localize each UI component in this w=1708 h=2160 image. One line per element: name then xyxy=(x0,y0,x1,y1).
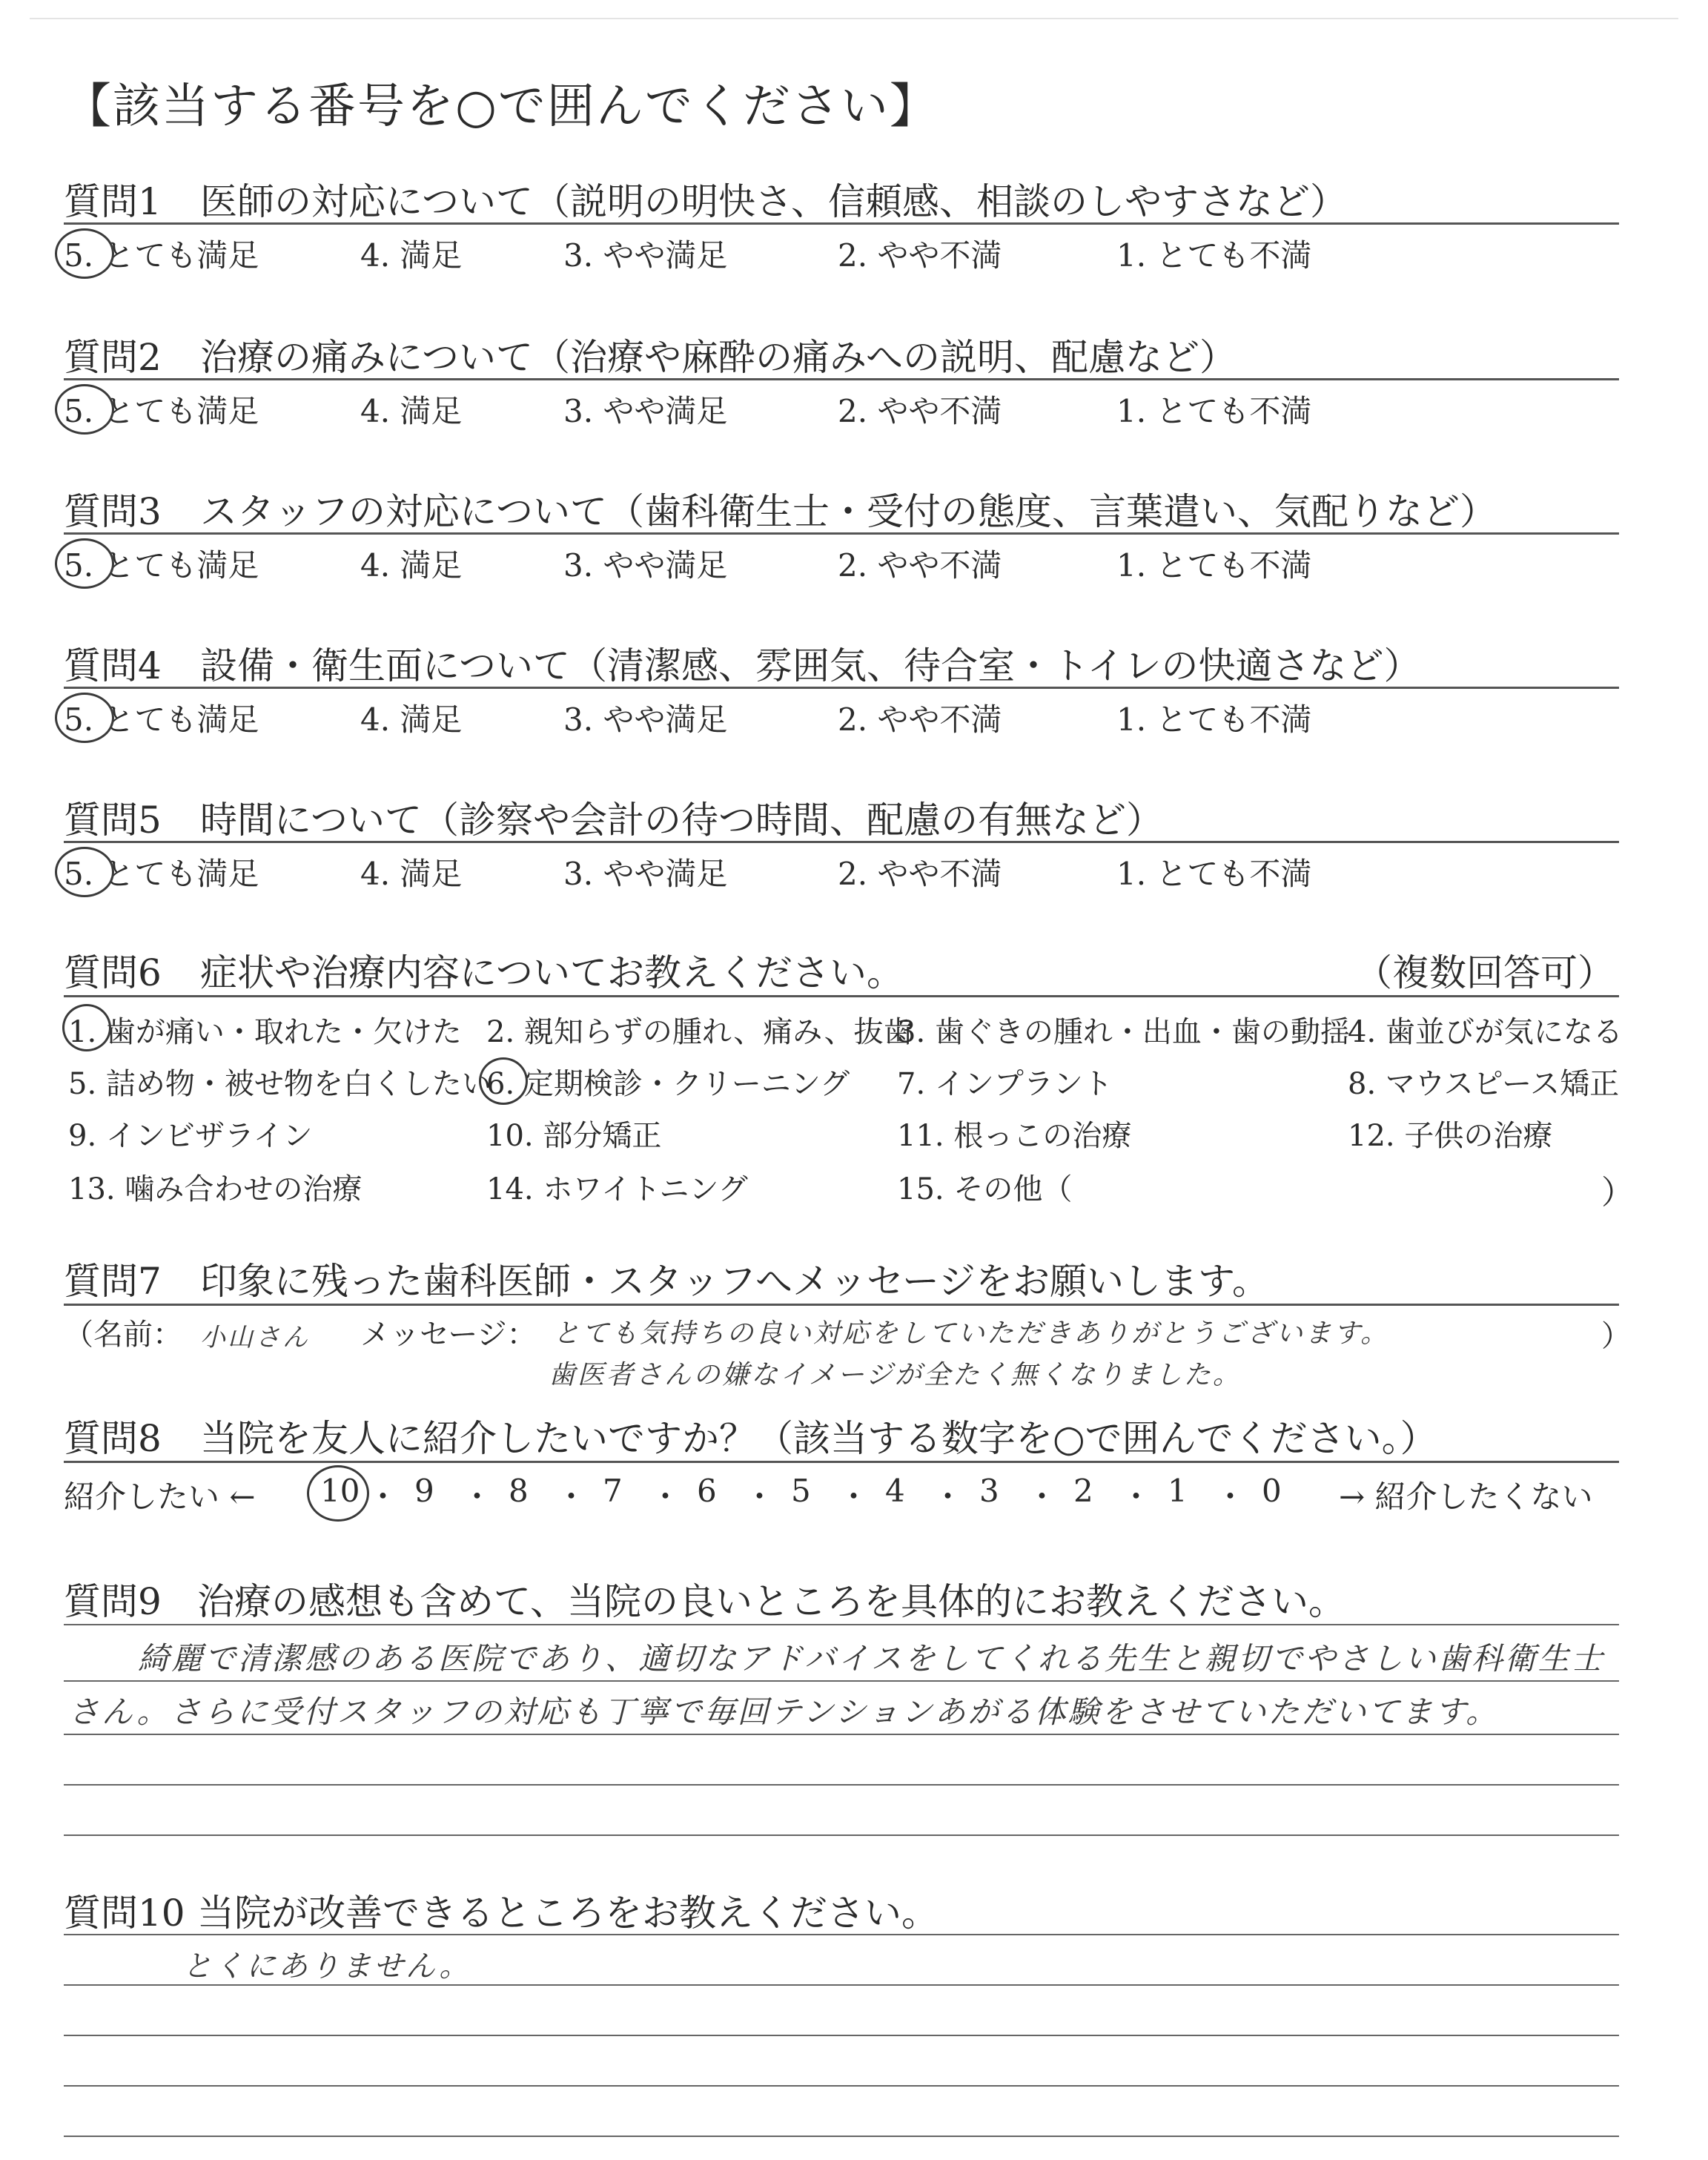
q4-option-3[interactable]: 3. やや満足 xyxy=(563,701,728,738)
q8-scale-dot: ・ xyxy=(932,1479,964,1515)
q6-option-15[interactable]: 15. その他（ xyxy=(897,1172,1073,1206)
q6-option-9[interactable]: 9. インビザライン xyxy=(68,1119,313,1153)
q8-scale-dot: ・ xyxy=(1120,1479,1152,1515)
q6-option-7[interactable]: 7. インプラント xyxy=(897,1067,1113,1101)
q3-selected-circle xyxy=(55,538,114,589)
q7-label: 質問7 xyxy=(64,1260,162,1303)
q9-line-2 xyxy=(64,1680,1619,1682)
q6-option-13[interactable]: 13. 噛み合わせの治療 xyxy=(68,1172,363,1206)
q8-scale-7[interactable]: 7 xyxy=(603,1473,623,1509)
q6-option-6[interactable]: 6. 定期検診・クリーニング xyxy=(486,1067,850,1101)
q1-label: 質問1 xyxy=(64,180,162,223)
q2-label: 質問2 xyxy=(64,336,162,379)
q8-scale-dot: ・ xyxy=(744,1479,775,1515)
q1-option-4[interactable]: 4. 満足 xyxy=(360,237,463,274)
q10-line-1 xyxy=(64,1934,1619,1935)
q2-option-4[interactable]: 4. 満足 xyxy=(360,393,463,429)
q3-option-2[interactable]: 2. やや不満 xyxy=(838,547,1002,584)
q10-answer[interactable]: とくにありません。 xyxy=(182,1949,471,1984)
q8-scale-6[interactable]: 6 xyxy=(697,1473,717,1509)
q7-message-line1[interactable]: とても気持ちの良い対応をしていただきありがとうございます。 xyxy=(553,1318,1390,1349)
q1-text: 医師の対応について（説明の明快さ、信頼感、相談のしやすさなど） xyxy=(200,180,1347,223)
q8-scale-8[interactable]: 8 xyxy=(509,1473,529,1509)
q6-option-3[interactable]: 3. 歯ぐきの腫れ・出血・歯の動揺 xyxy=(897,1015,1350,1049)
q5-label: 質問5 xyxy=(64,799,162,842)
q2-option-3[interactable]: 3. やや満足 xyxy=(563,393,728,429)
q9-answer-line1[interactable]: 綺麗で清潔感のある医院であり、適切なアドバイスをしてくれる先生と親切でやさしい歯科衛生士 xyxy=(138,1640,1605,1677)
q7-message-line2[interactable]: 歯医者さんの嫌なイメージが全たく無くなりました。 xyxy=(549,1360,1242,1390)
q5-option-4[interactable]: 4. 満足 xyxy=(360,856,463,892)
q9-line-4 xyxy=(64,1784,1619,1786)
q10-line-5 xyxy=(64,2136,1619,2137)
q6-selected-circle-1 xyxy=(62,1004,111,1051)
q9-line-5 xyxy=(64,1834,1619,1836)
q1-option-5[interactable]: 5. とても満足 xyxy=(64,237,259,274)
q8-label: 質問8 xyxy=(64,1417,162,1460)
q2-rule xyxy=(64,378,1619,380)
q3-option-4[interactable]: 4. 満足 xyxy=(360,547,463,584)
q8-right-label: → 紹介したくない xyxy=(1339,1479,1593,1515)
q9-answer-line2[interactable]: さん。さらに受付スタッフの対応も丁寧で毎回テンションあがる体験をさせていただいてます。 xyxy=(68,1694,1500,1730)
q1-option-2[interactable]: 2. やや不満 xyxy=(838,237,1002,274)
q7-name-value[interactable]: 小山さん xyxy=(200,1323,310,1353)
q6-option-5[interactable]: 5. 詰め物・被せ物を白くしたい xyxy=(68,1067,491,1101)
q6-option-8[interactable]: 8. マウスピース矯正 xyxy=(1348,1067,1620,1101)
q4-option-4[interactable]: 4. 満足 xyxy=(360,701,463,738)
q7-text: 印象に残った歯科医師・スタッフへメッセージをお願いします。 xyxy=(200,1260,1269,1303)
q10-line-4 xyxy=(64,2085,1619,2087)
q1-option-1[interactable]: 1. とても不満 xyxy=(1116,237,1312,274)
q4-label: 質問4 xyxy=(64,644,162,687)
q8-scale-dot: ・ xyxy=(838,1479,870,1515)
q1-option-3[interactable]: 3. やや満足 xyxy=(563,237,728,274)
q8-text: 当院を友人に紹介したいですか？（該当する数字を○で囲んでください。） xyxy=(200,1417,1437,1460)
q8-scale-4[interactable]: 4 xyxy=(885,1473,905,1509)
q10-line-3 xyxy=(64,2035,1619,2036)
q5-option-2[interactable]: 2. やや不満 xyxy=(838,856,1002,892)
q7-message-label: メッセージ： xyxy=(360,1318,537,1352)
q8-scale-dot: ・ xyxy=(1214,1479,1246,1515)
q6-option-2[interactable]: 2. 親知らずの腫れ、痛み、抜歯 xyxy=(486,1015,913,1049)
q5-option-3[interactable]: 3. やや満足 xyxy=(563,856,728,892)
q7-rule xyxy=(64,1304,1619,1306)
q6-option-14[interactable]: 14. ホワイトニング xyxy=(486,1172,748,1206)
q8-selected-circle xyxy=(307,1465,369,1522)
q9-label: 質問9 xyxy=(64,1580,162,1623)
q6-option-11[interactable]: 11. 根っこの治療 xyxy=(897,1119,1132,1153)
q3-text: スタッフの対応について（歯科衛生士・受付の態度、言葉遣い、気配りなど） xyxy=(200,490,1497,533)
q3-label: 質問3 xyxy=(64,490,162,533)
q8-scale-1[interactable]: 1 xyxy=(1168,1473,1188,1509)
q5-option-1[interactable]: 1. とても不満 xyxy=(1116,856,1312,892)
q8-left-label: 紹介したい ← xyxy=(64,1479,256,1515)
q6-rule xyxy=(64,995,1619,997)
q8-scale-dot: ・ xyxy=(649,1479,681,1515)
q6-other-close: ） xyxy=(1601,1174,1634,1212)
q4-option-5[interactable]: 5. とても満足 xyxy=(64,701,259,738)
q9-line-3 xyxy=(64,1734,1619,1735)
q10-text: 当院が改善できるところをお教えください。 xyxy=(197,1892,939,1935)
q8-scale-dot: ・ xyxy=(555,1479,587,1515)
q6-selected-circle-2 xyxy=(479,1057,528,1105)
q8-scale-2[interactable]: 2 xyxy=(1073,1473,1093,1509)
q10-label: 質問10 xyxy=(64,1892,185,1935)
q8-scale-3[interactable]: 3 xyxy=(979,1473,999,1509)
q4-text: 設備・衛生面について（清潔感、雰囲気、待合室・トイレの快適さなど） xyxy=(200,644,1421,687)
q8-scale-dot: ・ xyxy=(367,1479,399,1515)
q5-rule xyxy=(64,841,1619,843)
q2-selected-circle xyxy=(55,384,114,435)
q4-rule xyxy=(64,687,1619,689)
q4-selected-circle xyxy=(55,693,114,743)
q6-label: 質問6 xyxy=(64,951,162,994)
q2-option-5[interactable]: 5. とても満足 xyxy=(64,393,259,429)
page-title: 【該当する番号を○で囲んでください】 xyxy=(64,79,939,134)
q6-option-12[interactable]: 12. 子供の治療 xyxy=(1348,1119,1553,1153)
q7-close: ） xyxy=(1601,1319,1631,1353)
q9-text: 治療の感想も含めて、当院の良いところを具体的にお教えください。 xyxy=(197,1580,1345,1623)
q2-option-2[interactable]: 2. やや不満 xyxy=(838,393,1002,429)
q6-option-4[interactable]: 4. 歯並びが気になる xyxy=(1348,1015,1623,1049)
q9-line-1 xyxy=(64,1624,1619,1625)
q3-option-1[interactable]: 1. とても不満 xyxy=(1116,547,1312,584)
q5-text: 時間について（診察や会計の待つ時間、配慮の有無など） xyxy=(200,799,1163,842)
q4-option-1[interactable]: 1. とても不満 xyxy=(1116,701,1312,738)
q3-option-5[interactable]: 5. とても満足 xyxy=(64,547,259,584)
q8-scale-5[interactable]: 5 xyxy=(791,1473,811,1509)
q8-scale-dot: ・ xyxy=(461,1479,493,1515)
q6-note: （複数回答可） xyxy=(1355,951,1615,994)
q2-text: 治療の痛みについて（治療や麻酔の痛みへの説明、配慮など） xyxy=(200,336,1237,379)
q8-scale-0[interactable]: 0 xyxy=(1262,1473,1282,1509)
q8-rule xyxy=(64,1461,1619,1463)
q8-scale-10[interactable]: 10 xyxy=(320,1473,360,1509)
q3-rule xyxy=(64,532,1619,535)
q8-scale-dot: ・ xyxy=(1026,1479,1058,1515)
q1-rule xyxy=(64,222,1619,225)
q10-line-2 xyxy=(64,1984,1619,1986)
q2-option-1[interactable]: 1. とても不満 xyxy=(1116,393,1312,429)
q6-option-10[interactable]: 10. 部分矯正 xyxy=(486,1119,662,1153)
q5-option-5[interactable]: 5. とても満足 xyxy=(64,856,259,892)
q4-option-2[interactable]: 2. やや不満 xyxy=(838,701,1002,738)
q6-text: 症状や治療内容についてお教えください。 xyxy=(200,951,904,994)
q1-selected-circle xyxy=(55,228,114,279)
q8-scale-9[interactable]: 9 xyxy=(414,1473,434,1509)
q5-selected-circle xyxy=(55,847,114,897)
q6-option-1[interactable]: 1. 歯が痛い・取れた・欠けた xyxy=(68,1015,462,1049)
q7-name-label: （名前： xyxy=(64,1318,182,1352)
q3-option-3[interactable]: 3. やや満足 xyxy=(563,547,728,584)
